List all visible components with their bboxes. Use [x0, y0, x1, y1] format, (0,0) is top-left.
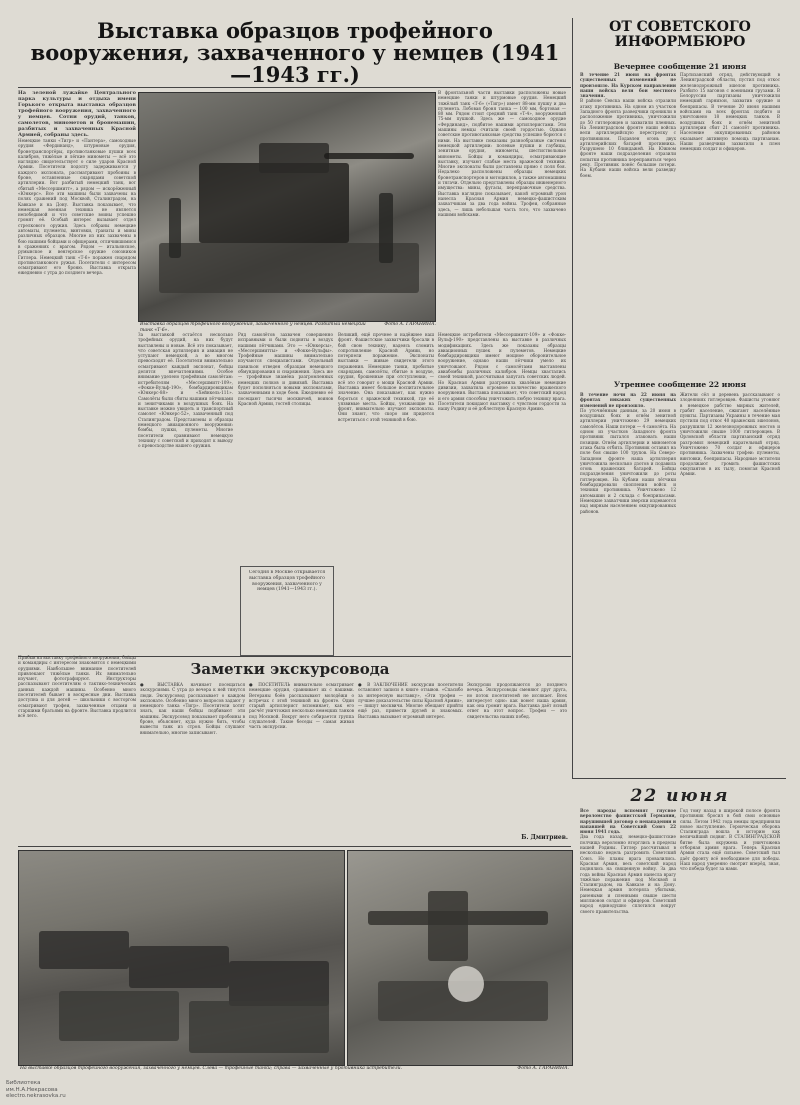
notes-col-2: ● ПОСЕТИТЕЛЬ внимательно осматривает немецкие орудия, сравнивает их с нашими. Ветераны боёв рассказывают молодёжи о встречах с этой техникой на фронте. Один старый артиллерист вспоминает, как его расчёт уничтожил несколько немецких танков под Москвой. Вокруг него собирается группа слушателей. Такие беседы — самая живая часть экскурсии. — [249, 682, 354, 730]
date-block-col-2: Год тому назад в широкой полосе фронта противник бросил в бой свои основные силы. Летом 1942 года немцы предприняли новое наступление. Героическая оборона Сталинграда вошла в историю как величайший подвиг. В СТАЛИНГРАДСКОЙ битве была окружена и уничтожена отборная армия врага. Теперь Красная Армия стала ещё сильнее. Советский тыл даёт фронту всё необходимое для победы. Наш народ уверенно смотрит вперёд, зная, что победа будет за нами. — [680, 808, 780, 872]
announcement-text: Сегодня в Москве открывается выставка образцов трофейного вооружения, захваченного у немцев (1941—1943 гг.). — [248, 570, 326, 593]
morning-subtitle: Утреннее сообщение 22 июня — [613, 380, 747, 389]
sovinform-morning-text: В течение ночи на 22 июня на фронтах никаких существенных изменений не произошло. — [580, 392, 676, 408]
sovinform-title: ОТ СОВЕТСКОГО ИНФОРМБЮРО — [609, 19, 751, 50]
sovinform-evening-text: В течение 21 июня на фронтах существенных изменений не произошло. На Курском направлении наши войска вели бои местного значения. — [580, 72, 676, 99]
notes-col-4: Экскурсии продолжаются до позднего вечера. Экскурсоводы сменяют друг друга, но поток посетителей не иссякает. Всех интересует одно: как воюет наша армия, как она громит врага. Выставка даёт ясный ответ на этот вопрос. Трофеи — это свидетельства наших побед. — [467, 682, 567, 719]
article-col-5: Великий, ещё прочнее и надёжнее наш фронт. Фашистские захватчики бросали в бой свою технику, надеясь сломить сопротивление Красной Армии, но потерпели поражение. Экспонаты выставки — живые свидетели этого поражения. Немецкие танки, пробитые снарядами, самолёты, сбитые в воздухе, орудия, брошенные при отступлении, — всё это говорит о мощи Красной Армии. Выставка имеет большое воспитательное значение. Она показывает, как нужно бороться с вражеской техникой, где её уязвимые места. Бойцы, уезжающие на фронт, внимательно изучают экспонаты. Они знают, что скоро им придется встретиться с этой техникой в бою. — [338, 332, 434, 422]
bottom-photo-rule — [18, 846, 571, 847]
library-line-3: electro.nekrasovka.ru — [6, 1093, 66, 1099]
sovinform-morning-col-1: В течение ночи на 22 июня на фронтах никаких существенных изменений не произошло. По уточнённым данным, за 20 июня в воздушных боях и огнём зенитной артиллерии уничтожено 29 немецких самолётов. Наши потери — 4 самолёта. На одном из участков Западного фронта противник пытался атаковать наши позиции. Огнём артиллерии и минометов атака была отбита. Противник оставил на поле боя свыше 100 трупов. На Северо-Западном фронте наша артиллерия уничтожила несколько дзотов и подавила огонь вражеских батарей. Бойцы подразделения уничтожили до роты гитлеровцев. На Кубани наши лётчики бомбардировали скопления войск и техники противника. Уничтожено 12 автомашин и 2 склада с боеприпасами. Немецкие захватчики зверски издеваются над мирным населением оккупированных районов. — [580, 392, 676, 514]
tank-photo-caption: Выставка образцов трофейного вооружения, захваченного у немцев. Разбитый немецкий танк «Т-6». — [140, 322, 366, 333]
sovinform-morning-col-2: Жители сёл и деревень рассказывают о злодеяниях гитлеровцев. Фашисты угоняют в немецкое рабство мирных жителей, грабят население, сжигают населённые пункты. Партизаны Украины в течение мая пустили под откос 40 вражеских эшелонов, разрушили 12 железнодорожных мостов и уничтожили свыше 1000 гитлеровцев. В Орловской области партизанский отряд разгромил немецкий карательный отряд. Уничтожено 70 солдат и офицеров противника. Захвачены трофеи: пулеметы, винтовки, боеприпасы. Народные мстители продолжают громить фашистских оккупантов в их тылу, помогая Красной Армии. — [680, 392, 780, 477]
library-line-2: им.Н.А.Некрасова — [6, 1086, 58, 1093]
article-col-6: Немецкие истребители «Мессершмитт-109» и «Фокке-Вульф-190» представлены на выставке в различных модификациях. Здесь же показаны образцы авиационных пушек и пулеметов. Немецкие бомбардировщики имеют мощное оборонительное вооружение, однако наши лётчики умело их уничтожают. Рядом с самолётами выставлены авиабомбы различных калибров. Немцы хвастались своей техникой, рассчитывая запугать советских людей. Но Красная Армия разгромила хвалёные немецкие дивизии, захватила огромное количество вражеского вооружения. Выставка показывает, что советский народ и его армия способны уничтожить любую технику врага. Посетители покидают выставку с чувством гордости за нашу Родину и её доблестную Красную Армию. — [438, 332, 566, 412]
date-block-text: Все народы вспомнят гнусное вероломство фашистской Германии, нарушившей договор о ненападении и напавшей на Советский Союз 22 июня 1941 года. — [580, 808, 676, 835]
tank-photo-credit: Фото А. ГАРАНИНА. — [384, 322, 436, 327]
date-block-rule — [572, 778, 786, 779]
captured-tanks-photo — [18, 850, 345, 1066]
tank-photo — [138, 92, 436, 322]
date-block-col-1: Все народы вспомнят гнусное вероломство фашистской Германии, нарушившей договор о ненападении и напавшей на Советский Союз 22 июня 1941 года. Два года назад немецко-фашистские полчища вероломно вторглись в пределы нашей Родины. Гитлер рассчитывал в несколько недель разгромить Советский Союз. Но планы врага провалились. Красная Армия, весь советский народ поднялись на священную войну. За два года войны Красная Армия нанесла врагу тяжёлые поражения под Москвой и Сталинградом, на Кавказе и на Дону. Немецкая армия потеряла убитыми, ранеными и пленными свыше шести миллионов солдат и офицеров. Советский народ единодушно сплотился вокруг своего правительства. — [580, 808, 676, 914]
main-headline: Выставка образцов трофейного вооружения, захваченного у немцев (1941—1943 гг.) — [30, 18, 560, 88]
date-block-title: 22 июня — [630, 786, 730, 806]
library-line-1: Библиотека — [6, 1080, 41, 1086]
announcement-box — [240, 566, 334, 656]
bottom-photo-caption: На выставке образцов трофейного вооружения, захваченного у немцев. Слева — трофейные танки; справа — захваченные у противника истребители. — [20, 1066, 403, 1071]
captured-fighters-photo — [347, 850, 573, 1066]
notes-title: Заметки экскурсовода — [190, 660, 390, 678]
sovinform-evening-col-2: Партизанский отряд, действующий в Ленинградской области, пустил под откос железнодорожный эшелон противника. Разбито 15 вагонов с военными грузами. В Белоруссии партизаны уничтожили немецкий гарнизон, захватив оружие и боеприпасы. В течение 20 июня нашими войсками на всех фронтах подбито и уничтожено 18 немецких танков. В воздушных боях и огнём зенитной артиллерии сбит 21 самолёт противника. Население оккупированных районов оказывает активную помощь партизанам. Наши разведчики захватили в плен немецких солдат и офицеров. — [680, 72, 780, 152]
evening-subtitle: Вечернее сообщение 21 июня — [613, 62, 747, 71]
bottom-photo-credit: Фото А. ГАРАНИНА. — [517, 1066, 569, 1071]
article-col-left-lower: Прибыв на выставку трофейного вооружения, бойцы и командиры с интересом знакомятся с немецкими орудиями. Наибольшее внимание посетителей привлекают тяжёлые танки. Их внимательно изучают, фотографируют. Инструкторы рассказывают посетителям о тактико-технических данных каждой машины. Особенно много посетителей бывает в воскресные дни. Выставка доступна и для детей — школьники с восторгом осматривают трофеи, захваченные отцами и старшими братьями на фронте. Выставка продлится всё лето. — [18, 655, 136, 719]
article-col-2: В фронтальной части выставки расположены новые немецкие танки и штурмовые орудия. Немецкий тяжёлый танк «Т-6» («Тигр») имеет 88-мм пушку и два пулемета. Лобовая броня танка — 100 мм, бортовая — 80 мм. Рядом стоит средний танк «Т-4», вооруженный 75-мм пушкой. Здесь же — самоходное орудие «Фердинанд», подбитое нашими артиллеристами. Эти машины немцы считали своей гордостью. Однако советские противотанковые средства успешно борются с ними. На выставке показаны разнообразные системы немецкой артиллерии: полевые пушки и гаубицы, зенитные орудия, минометы, шестиствольные минометы. Бойцы и командиры, осматривающие выставку, изучают слабые места вражеской техники. Многие экспонаты были доставлены прямо с поля боя. Недалеко расположены образцы немецких бронетранспортеров и мотоциклов, а также автомашины и тягачи. Отдельно представлены образцы инженерного имущества: мины, фугасы, переправочные средства. Выставка наглядно показывает, какой огромный урон нанесла Красная Армия немецко-фашистским захватчикам за два года войны. Трофеи, собранные здесь, — лишь небольшая часть того, что захвачено нашими войсками. — [438, 90, 566, 217]
article-intro-text: На зеленой лужайке Центрального парка культуры и отдыха имени Горького открыта выставка образцов трофейного вооружения, захваченного у немцев. Сотни орудий, танков, самолетов, минометов и бронемашин, разбитых и захваченных Красной Армией, собраны здесь. — [18, 90, 136, 138]
article-col-4: Ряд самолётов захвачен совершенно исправными и были подняты в воздух нашими лётчиками. Это — «Юнкерсы», «Мессершмитты» и «Фокке-Вульфы». Трофейные машины внимательно изучаются специалистами. Отдельный павильон отведен образцам немецкого обмундирования и снаряжения. Здесь же — трофейные знамёна разгромленных немецких полков и дивизий. Выставка будет пополняться новыми экспонатами, захваченными в ходе боев. Ежедневно её посещают тысячи москвичей, воинов Красной Армии, гостей столицы. — [238, 332, 333, 406]
library-stamp — [6, 1080, 126, 1100]
headline-underline — [18, 87, 571, 88]
notes-col-3: ● В ЗАКЛЮЧЕНИЕ экскурсии посетители оставляют записи в книге отзывов. «Спасибо за интересную выставку», «Эти трофеи — лучшее доказательство силы Красной Армии», — пишут москвичи. Многие обещают прийти ещё раз, привести друзей и знакомых. Выставка вызывает огромный интерес. — [358, 682, 463, 719]
article-intro: На зеленой лужайке Центрального парка культуры и отдыха имени Горького открыта выставка образцов трофейного вооружения, захваченного у немцев. Сотни орудий, танков, самолетов, минометов и бронемашин, разбитых и захваченных Красной Армией, собраны здесь. Немецкие танки «Тигр» и «Пантера», самоходные орудия «Фердинанд», штурмовые орудия, бронетранспортёры, противотанковые пушки всех калибров, тяжёлые и лёгкие минометы — всё это наглядно свидетельствует о силе ударов Красной Армии. Посетители подолгу задерживаются у каждого экспоната, рассматривают пробоины в броне, оставленные снарядами советской артиллерии. Вот разбитый немецкий танк, вот сбитый «Мессершмитт», а рядом — искорёженный «Юнкерс». Все эти машины были захвачены на полях сражений под Москвой, Сталинградом, на Кавказе и на Дону. Выставка показывает, что немецкая военная техника не является непобедимой и что советские воины успешно громят её. Особый интерес вызывает отдел стрелкового оружия. Здесь собраны немецкие автоматы, пулеметы, винтовки, гранаты и мины различных образцов. Многие из них захвачены в бою нашими бойцами и офицерами, отличившимися в сражениях с врагом. Рядом — итальянское, румынское и венгерское оружие союзников Гитлера. Немецкий танк «Т-6» поражен снарядом противотанкового ружья. Посетители с интересом осматривают его броню. Выставка открыта ежедневно с утра до позднего вечера. — [18, 90, 136, 276]
article-col-3: За выставкой остаётся несколько трофейных орудий, на них будут выставлены и новые. Всё это показывает, что советская артиллерия и авиация не уступают немецкой, а во многом превосходят её. Посетители внимательно осматривают каждый экспонат, бойцы делятся впечатлениями. Особое внимание уделено трофейным самолётам: истребителям «Мессершмитт-109», «Фокке-Вульф-190», бомбардировщикам «Юнкерс-88» и «Хейнкель-111». Самолёты были сбиты нашими лётчиками и зенитчиками в воздушных боях. На выставке можно увидеть и транспортный самолет «Юнкерс-52», захваченный под Сталинградом. Представлены и образцы немецкого авиационного вооружения: бомбы, пушки, пулеметы. Многие посетители сравнивают немецкую технику с советской и приходят к выводу о превосходстве нашего оружия. — [138, 332, 233, 449]
sovinform-evening-col-1: В течение 21 июня на фронтах существенных изменений не произошло. На Курском направлении наши войска вели бои местного значения. В районе Севска наши войска отразили атаку противника. На одном из участков Западного фронта разведчики проникли в расположение противника, уничтожили до 50 гитлеровцев и захватили пленных. На Ленинградском фронте наши войска вели артиллерийскую перестрелку с противником. Подавлен огонь двух артиллерийских батарей противника. Разрушено 10 блиндажей. На Южном фронте наши подразделения отразили попытки противника переправиться через реку. Противник понёс большие потери. На Кубани наши войска вели разведку боем. — [580, 72, 676, 178]
title-divider — [572, 18, 573, 778]
notes-author: Б. Дмитриев. — [521, 834, 568, 841]
notes-col-1: ● ВЫСТАВКА начинает посещаться экскурсиями. С утра до вечера к ней тянутся люди. Экскурсовод рассказывает о каждом экспонате. Особенно много вопросов задают у немецкого танка «Тигр». Посетители хотят знать, как наши бойцы подбивают эти машины. Экскурсовод показывает пробоины в броне, объясняет, куда нужно бить, чтобы вывести танк из строя. Бойцы слушают внимательно, многие записывают. — [140, 682, 245, 735]
